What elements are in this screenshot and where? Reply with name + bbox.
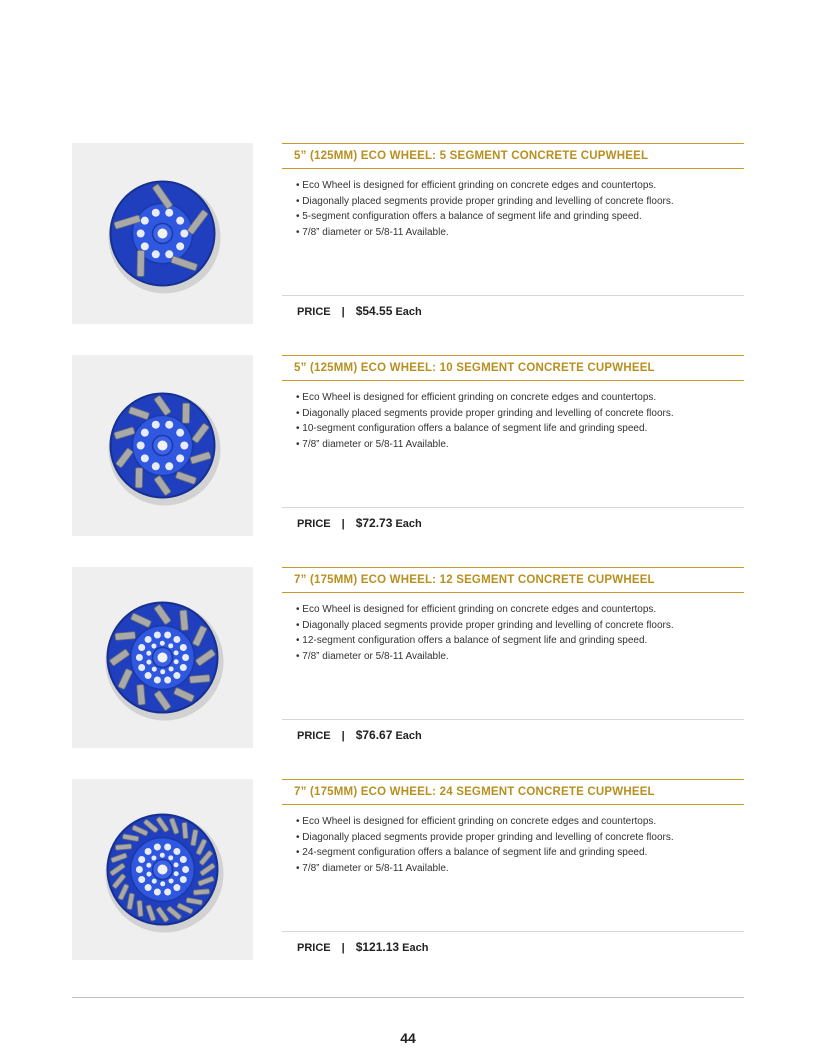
feature-item: • Eco Wheel is designed for efficient grinding on concrete edges and countertops. (296, 390, 744, 406)
feature-item: • Diagonally placed segments provide proper grinding and levelling of concrete floors. (296, 830, 744, 846)
feature-item: • Eco Wheel is designed for efficient grinding on concrete edges and countertops. (296, 602, 744, 618)
price-separator: | (341, 306, 345, 318)
footer-divider (72, 997, 744, 998)
feature-item: • Eco Wheel is designed for efficient grinding on concrete edges and countertops. (296, 178, 744, 194)
price-separator: | (341, 730, 345, 742)
product-image (72, 779, 253, 960)
feature-item: • Eco Wheel is designed for efficient grinding on concrete edges and countertops. (296, 814, 744, 830)
product-card (72, 143, 744, 325)
product-info (282, 567, 744, 749)
price-unit: Each (402, 942, 429, 954)
feature-list (282, 602, 744, 664)
product-card (72, 355, 744, 537)
product-title: 7” (175MM) ECO WHEEL: 24 SEGMENT CONCRETE CUPWHEEL (282, 779, 744, 805)
cupwheel-24-segment-image (72, 779, 253, 960)
price-value: $72.73 (355, 516, 393, 530)
product-info (282, 143, 744, 325)
price-unit: Each (395, 730, 422, 742)
product-title: 5” (125MM) ECO WHEEL: 5 SEGMENT CONCRETE CUPWHEEL (282, 143, 744, 169)
price-unit: Each (395, 306, 422, 318)
price-label: PRICE (297, 942, 331, 954)
price-label: PRICE (297, 730, 331, 742)
feature-item: • Diagonally placed segments provide proper grinding and levelling of concrete floors. (296, 194, 744, 210)
cupwheel-5-segment-image (72, 143, 253, 324)
product-image (72, 567, 253, 748)
feature-item: • 7/8” diameter or 5/8-11 Available. (296, 861, 744, 877)
price-value: $54.55 (355, 304, 393, 318)
feature-list (282, 178, 744, 240)
feature-item: • 7/8” diameter or 5/8-11 Available. (296, 225, 744, 241)
feature-item: • Diagonally placed segments provide proper grinding and levelling of concrete floors. (296, 406, 744, 422)
price-row (282, 295, 744, 318)
product-title: 7” (175MM) ECO WHEEL: 12 SEGMENT CONCRETE CUPWHEEL (282, 567, 744, 593)
feature-item: • 7/8” diameter or 5/8-11 Available. (296, 437, 744, 453)
price-label: PRICE (297, 518, 331, 530)
feature-item: • 5-segment configuration offers a balance of segment life and grinding speed. (296, 209, 744, 225)
feature-item: • 24-segment configuration offers a balance of segment life and grinding speed. (296, 845, 744, 861)
cupwheel-10-segment-image (72, 355, 253, 536)
price-unit: Each (395, 518, 422, 530)
price-row (282, 931, 744, 954)
cupwheel-12-segment-image (72, 567, 253, 748)
product-image (72, 355, 253, 536)
product-image (72, 143, 253, 324)
page-number: 44 (400, 1030, 416, 1046)
price-value: $76.67 (355, 728, 393, 742)
feature-list (282, 390, 744, 452)
product-card (72, 567, 744, 749)
feature-item: • 10-segment configuration offers a balance of segment life and grinding speed. (296, 421, 744, 437)
price-value: $121.13 (355, 940, 400, 954)
product-card (72, 779, 744, 961)
feature-item: • 12-segment configuration offers a balance of segment life and grinding speed. (296, 633, 744, 649)
price-row (282, 507, 744, 530)
product-info (282, 355, 744, 537)
price-row (282, 719, 744, 742)
price-label: PRICE (297, 306, 331, 318)
product-info (282, 779, 744, 961)
price-separator: | (341, 518, 345, 530)
feature-item: • Diagonally placed segments provide proper grinding and levelling of concrete floors. (296, 618, 744, 634)
price-separator: | (341, 942, 345, 954)
feature-list (282, 814, 744, 876)
product-title: 5” (125MM) ECO WHEEL: 10 SEGMENT CONCRETE CUPWHEEL (282, 355, 744, 381)
feature-item: • 7/8” diameter or 5/8-11 Available. (296, 649, 744, 665)
